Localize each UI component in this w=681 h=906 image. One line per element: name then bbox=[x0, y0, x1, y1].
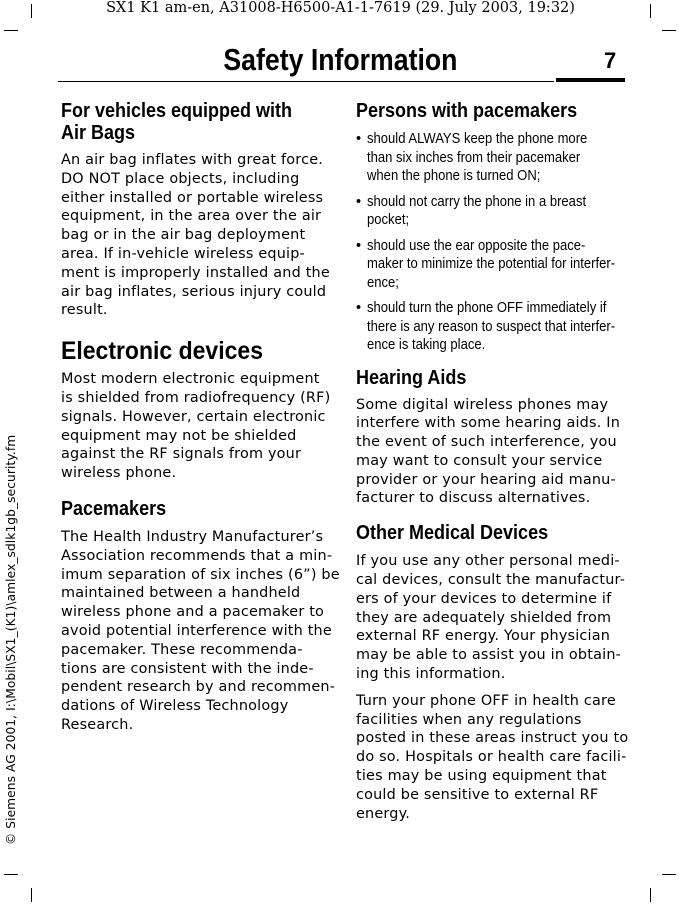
persons-with-pacemakers-heading: Persons with pacemakers bbox=[356, 100, 578, 122]
crop-mark bbox=[650, 888, 651, 902]
text-line: may want to consult your service bbox=[356, 452, 603, 469]
text-line: do so. Hospitals or health care facili- bbox=[356, 749, 627, 766]
list-item bbox=[356, 130, 624, 186]
pacemakers-paragraph bbox=[61, 528, 340, 735]
page-title: Safety Information bbox=[223, 42, 458, 77]
list-item bbox=[356, 299, 624, 355]
right-column bbox=[356, 100, 629, 823]
text-line: pendent research by and recommen- bbox=[61, 679, 336, 696]
list-item-line: pocket; bbox=[367, 212, 410, 228]
text-line: interfere with some hearing aids. In bbox=[356, 415, 621, 432]
text-line: ers of your devices to determine if bbox=[356, 590, 612, 607]
electronic-devices-paragraph bbox=[61, 370, 331, 483]
text-line: ing this information. bbox=[356, 666, 506, 683]
text-line: provider or your hearing aid manu- bbox=[356, 471, 616, 488]
text-line: DO NOT place objects, including bbox=[61, 170, 300, 187]
list-item-line: ence; bbox=[367, 274, 399, 291]
title-rule bbox=[58, 81, 554, 82]
airbags-paragraph bbox=[61, 151, 330, 320]
page-number: 7 bbox=[604, 48, 617, 73]
crop-mark bbox=[662, 30, 676, 31]
other-medical-devices-heading: Other Medical Devices bbox=[356, 522, 549, 545]
text-line: is shielded from radiofrequency (RF) bbox=[61, 389, 331, 406]
airbags-heading bbox=[61, 100, 300, 144]
text-line: Some digital wireless phones may bbox=[356, 396, 609, 413]
crop-mark bbox=[662, 874, 676, 875]
text-line: facturer to discuss alternatives. bbox=[356, 490, 591, 507]
text-line: Association recommends that a min- bbox=[61, 547, 333, 564]
text-line: Research. bbox=[61, 716, 134, 733]
text-line: avoid potential interference with the bbox=[61, 622, 332, 639]
text-line: area. If in-vehicle wireless equip- bbox=[61, 245, 305, 262]
crop-mark bbox=[31, 888, 32, 902]
text-line: equipment, in the area over the air bbox=[61, 208, 322, 225]
text-line: air bag inflates, serious injury could bbox=[61, 283, 327, 300]
hearing-aids-heading: Hearing Aids bbox=[356, 366, 467, 389]
text-line: ties may be using equipment that bbox=[356, 768, 607, 785]
text-line: If you use any other personal medi- bbox=[356, 553, 620, 570]
crop-mark bbox=[4, 30, 18, 31]
text-line: external RF energy. Your physician bbox=[356, 628, 611, 645]
text-line: The Health Industry Manufacturer’s bbox=[61, 528, 324, 545]
left-column bbox=[61, 100, 340, 735]
text-line: they are adequately shielded from bbox=[356, 609, 612, 626]
medical-devices-paragraph bbox=[356, 552, 624, 684]
pacemaker-bullet-list bbox=[356, 130, 624, 355]
text-line: pacemaker. These recommenda- bbox=[61, 641, 303, 658]
bullet-icon: • bbox=[356, 131, 362, 147]
text-line: either installed or portable wireless bbox=[61, 189, 324, 206]
bullet-icon: • bbox=[356, 193, 362, 210]
health-care-facilities-paragraph bbox=[356, 692, 629, 824]
text-line: result. bbox=[61, 302, 108, 319]
bullet-icon: • bbox=[356, 300, 362, 316]
page-number-rule bbox=[556, 78, 625, 82]
list-item-line: should turn the phone OFF immediately if bbox=[367, 300, 607, 316]
text-line: tions are consistent with the inde- bbox=[61, 660, 314, 677]
crop-mark bbox=[4, 874, 18, 875]
text-line: maintained between a handheld bbox=[61, 585, 301, 602]
list-item-line: should not carry the phone in a breast bbox=[367, 193, 587, 210]
print-header: SX1 K1 am-en, A31008-H6500-A1-1-7619 (29. July 2003, 19:32) bbox=[106, 0, 575, 16]
text-line: wireless phone and a pacemaker to bbox=[61, 604, 325, 621]
text-line: Most modern electronic equipment bbox=[61, 371, 320, 388]
text-line: wireless phone. bbox=[61, 465, 177, 482]
text-line: imum separation of six inches (6”) be bbox=[61, 566, 340, 583]
text-line: equipment may not be shielded bbox=[61, 427, 297, 444]
text-line: posted in these areas instruct you to bbox=[356, 730, 629, 747]
text-line: energy. bbox=[356, 805, 411, 822]
list-item-line: maker to minimize the potential for interfer- bbox=[367, 256, 616, 272]
text-line: Turn your phone OFF in health care bbox=[356, 692, 616, 709]
electronic-devices-heading: Electronic devices bbox=[61, 337, 263, 366]
text-line: bag or in the air bag deployment bbox=[61, 227, 306, 244]
sidebar-file-path: © Siemens AG 2001, I:\Mobil\SX1_(K1)\amlex_sdlk1gb_security.fm bbox=[4, 434, 18, 845]
text-line: facilities when any regulations bbox=[356, 711, 582, 728]
text-line: An air bag inflates with great force. bbox=[61, 152, 324, 168]
heading-line: For vehicles equipped with bbox=[61, 100, 293, 122]
hearing-aids-paragraph bbox=[356, 396, 624, 509]
text-line: may be able to assist you in obtain- bbox=[356, 647, 622, 664]
list-item-line: there is any reason to suspect that interfer- bbox=[367, 318, 616, 335]
list-item bbox=[356, 237, 624, 293]
list-item-line: ence is taking place. bbox=[367, 337, 486, 353]
text-line: could be sensitive to external RF bbox=[356, 786, 599, 803]
bullet-icon: • bbox=[356, 237, 362, 254]
text-line: cal devices, consult the manufactur- bbox=[356, 572, 626, 589]
text-line: signals. However, certain electronic bbox=[61, 408, 326, 425]
list-item-line: should use the ear opposite the pace- bbox=[367, 237, 586, 254]
heading-line: Air Bags bbox=[61, 122, 136, 144]
list-item-line: than six inches from their pacemaker bbox=[367, 149, 581, 166]
text-line: the event of such interference, you bbox=[356, 434, 617, 451]
text-line: dations of Wireless Technology bbox=[61, 698, 289, 715]
pacemakers-heading: Pacemakers bbox=[61, 497, 167, 520]
text-line: ment is improperly installed and the bbox=[61, 264, 330, 281]
text-line: against the RF signals from your bbox=[61, 446, 302, 463]
list-item-line: should ALWAYS keep the phone more bbox=[367, 131, 588, 147]
list-item-line: when the phone is turned ON; bbox=[367, 168, 541, 184]
list-item bbox=[356, 193, 624, 230]
